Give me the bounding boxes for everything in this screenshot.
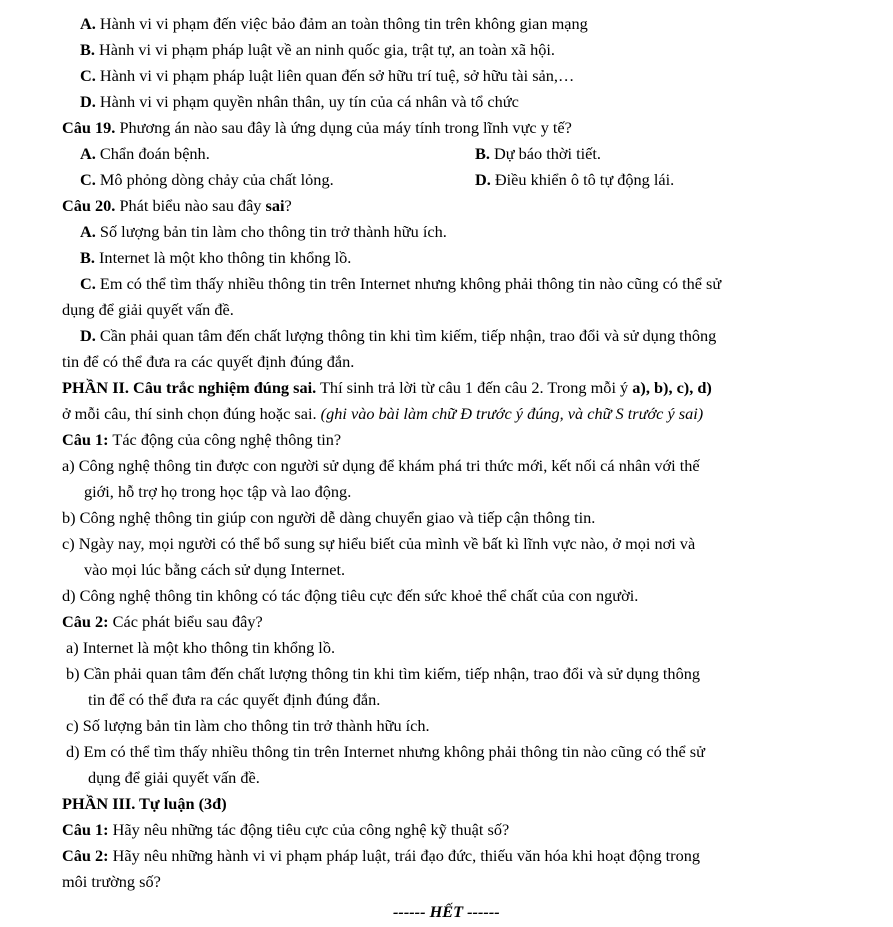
option-label: D. xyxy=(80,92,96,111)
option-label: A. xyxy=(80,222,96,241)
option-text: Internet là một kho thông tin khổng lồ. xyxy=(94,248,352,267)
q19-option-d xyxy=(475,172,674,188)
tf2-item-c xyxy=(66,718,430,734)
question-label: Câu 20. xyxy=(62,196,116,215)
item-text: vào mọi lúc bằng cách sử dụng Internet. xyxy=(84,560,346,579)
q20-option-b xyxy=(80,250,351,266)
option-label: A. xyxy=(80,144,96,163)
option-label: B. xyxy=(80,40,95,59)
option-b-line xyxy=(80,42,555,58)
q20-option-c-cont xyxy=(62,302,234,318)
option-label: C. xyxy=(80,170,96,189)
option-label: D. xyxy=(475,170,491,189)
question-text: Phát biểu nào sau đây xyxy=(115,196,266,215)
question-text: Phương án nào sau đây là ứng dụng của máy tính trong lĩnh vực y tế? xyxy=(115,118,572,137)
question-text: Hãy nêu những hành vi vi phạm pháp luật, trái đạo đức, thiếu văn hóa khi hoạt động trong xyxy=(108,846,701,865)
option-text: Hành vi vi phạm pháp luật về an ninh quốc gia, trật tự, an toàn xã hội. xyxy=(94,40,556,59)
section-instructions: Thí sinh trả lời từ câu 1 đến câu 2. Trong mỗi ý xyxy=(316,378,633,397)
item-text: giới, hỗ trợ họ trong học tập và lao động. xyxy=(84,482,352,501)
end-marker xyxy=(393,904,500,920)
option-text: Hành vi vi phạm đến việc bảo đảm an toàn thông tin trên không gian mạng xyxy=(95,14,588,33)
option-text: Em có thể tìm thấy nhiều thông tin trên Internet nhưng không phải thông tin nào cũng có thể sử xyxy=(95,274,722,293)
q20-option-a xyxy=(80,224,447,240)
tf1-item-b xyxy=(62,510,595,526)
item-text: d) Em có thể tìm thấy nhiều thông tin trên Internet nhưng không phải thông tin nào cũng có thể sử xyxy=(66,742,705,761)
q19-option-c xyxy=(80,172,334,188)
section-options: a), b), c), d) xyxy=(632,378,712,397)
q20-option-d xyxy=(80,328,716,344)
q20-option-d-cont xyxy=(62,354,354,370)
tf1-item-c xyxy=(62,536,695,552)
option-label: B. xyxy=(475,144,490,163)
item-text: c) Số lượng bản tin làm cho thông tin trở thành hữu ích. xyxy=(66,716,430,735)
option-text: Dự báo thời tiết. xyxy=(489,144,601,163)
tf2-item-b xyxy=(66,666,700,682)
option-text: Chẩn đoán bệnh. xyxy=(95,144,210,163)
question-text: Hãy nêu những tác động tiêu cực của công nghệ kỹ thuật số? xyxy=(108,820,510,839)
question-text: Các phát biểu sau đây? xyxy=(108,612,263,631)
tf-question-1 xyxy=(62,432,341,448)
tf2-item-d-cont xyxy=(88,770,260,786)
section-title: PHẦN II. Câu trắc nghiệm đúng sai. xyxy=(62,378,317,397)
option-label: D. xyxy=(80,326,96,345)
tf2-item-d xyxy=(66,744,705,760)
option-label: B. xyxy=(80,248,95,267)
question-text: môi trường số? xyxy=(62,872,161,891)
question-label: Câu 1: xyxy=(62,820,109,839)
question-mark: ? xyxy=(284,196,292,215)
item-text: c) Ngày nay, mọi người có thể bổ sung sự hiểu biết của mình về bất kì lĩnh vực nào, ở mọi nơi và xyxy=(62,534,696,553)
end-text: ------ HẾT ------ xyxy=(393,902,500,921)
item-text: tin để có thể đưa ra các quyết định đúng đắn. xyxy=(88,690,381,709)
option-text: Hành vi vi phạm pháp luật liên quan đến sở hữu trí tuệ, sở hữu tài sản,… xyxy=(95,66,575,85)
question-label: Câu 2: xyxy=(62,612,109,631)
option-text: dụng để giải quyết vấn đề. xyxy=(62,300,234,319)
essay-question-1 xyxy=(62,822,509,838)
tf2-item-a xyxy=(66,640,335,656)
item-text: b) Cần phải quan tâm đến chất lượng thông tin khi tìm kiếm, tiếp nhận, trao đổi và sử dụng thông xyxy=(66,664,700,683)
option-text: Mô phỏng dòng chảy của chất lỏng. xyxy=(95,170,334,189)
q19-option-a xyxy=(80,146,210,162)
essay-question-2-cont xyxy=(62,874,161,890)
option-label: A. xyxy=(80,14,96,33)
option-text: tin để có thể đưa ra các quyết định đúng đắn. xyxy=(62,352,355,371)
question-label: Câu 19. xyxy=(62,118,116,137)
tf1-item-a xyxy=(62,458,700,474)
section-title: PHẦN III. Tự luận (3đ) xyxy=(62,794,227,813)
question-text: Tác động của công nghệ thông tin? xyxy=(108,430,342,449)
tf1-item-a-cont xyxy=(84,484,351,500)
question-19 xyxy=(62,120,572,136)
section-note: (ghi vào bài làm chữ Đ trước ý đúng, và chữ S trước ý sai) xyxy=(320,404,704,423)
item-text: dụng để giải quyết vấn đề. xyxy=(88,768,260,787)
tf2-item-b-cont xyxy=(88,692,380,708)
part-3-heading xyxy=(62,796,227,812)
part-2-heading-cont xyxy=(62,406,703,422)
tf1-item-c-cont xyxy=(84,562,345,578)
question-label: Câu 2: xyxy=(62,846,109,865)
part-2-heading xyxy=(62,380,712,396)
emphasis-word: sai xyxy=(265,196,285,215)
question-label: Câu 1: xyxy=(62,430,109,449)
option-text: Điều khiển ô tô tự động lái. xyxy=(490,170,675,189)
tf-question-2 xyxy=(62,614,263,630)
option-label: C. xyxy=(80,274,96,293)
item-text: d) Công nghệ thông tin không có tác động tiêu cực đến sức khoẻ thể chất của con người. xyxy=(62,586,639,605)
item-text: a) Internet là một kho thông tin khổng lồ. xyxy=(66,638,336,657)
option-text: Cần phải quan tâm đến chất lượng thông tin khi tìm kiếm, tiếp nhận, trao đổi và sử dụng thông xyxy=(95,326,717,345)
option-text: Số lượng bản tin làm cho thông tin trở thành hữu ích. xyxy=(95,222,447,241)
item-text: b) Công nghệ thông tin giúp con người dễ dàng chuyển giao và tiếp cận thông tin. xyxy=(62,508,596,527)
essay-question-2 xyxy=(62,848,700,864)
question-20 xyxy=(62,198,292,214)
q20-option-c xyxy=(80,276,721,292)
tf1-item-d xyxy=(62,588,638,604)
section-instructions: ở mỗi câu, thí sinh chọn đúng hoặc sai. xyxy=(62,404,321,423)
option-label: C. xyxy=(80,66,96,85)
q19-option-b xyxy=(475,146,601,162)
option-d-line xyxy=(80,94,519,110)
option-c-line xyxy=(80,68,574,84)
option-a-line xyxy=(80,16,588,32)
item-text: a) Công nghệ thông tin được con người sử dụng để khám phá tri thức mới, kết nối cá nhân với thế xyxy=(62,456,700,475)
option-text: Hành vi vi phạm quyền nhân thân, uy tín của cá nhân và tổ chức xyxy=(95,92,519,111)
